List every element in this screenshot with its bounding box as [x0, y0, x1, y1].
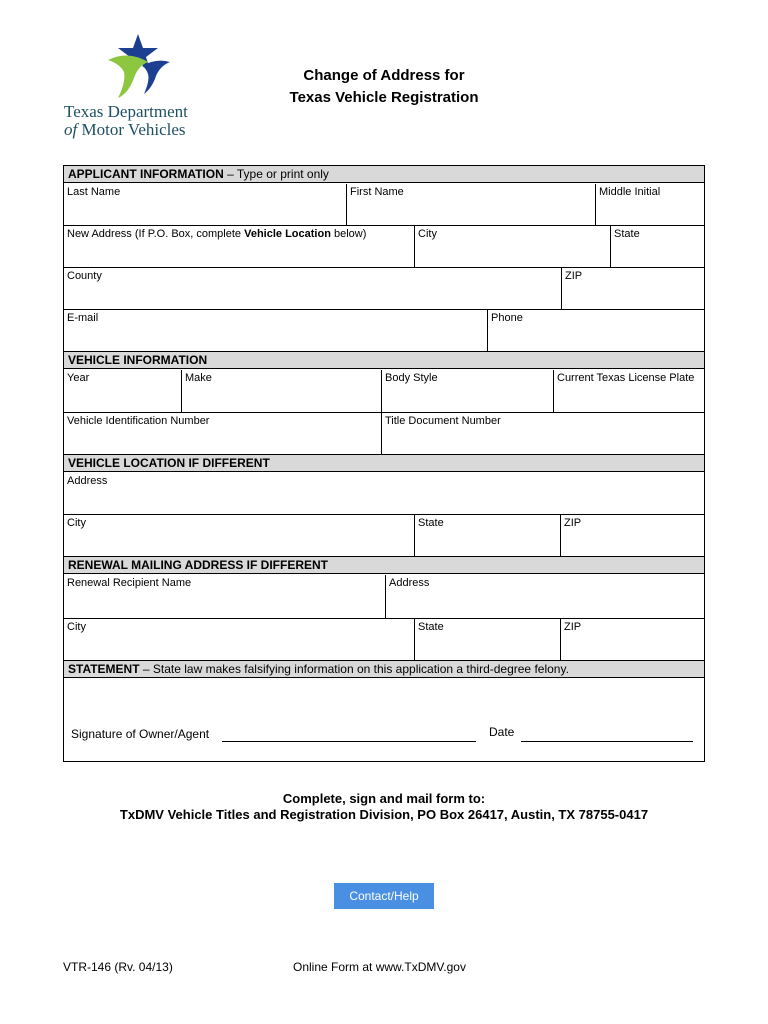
phone-label: Phone — [491, 312, 523, 324]
logo-text-of: of — [64, 120, 78, 139]
txdmv-logo — [60, 32, 210, 142]
applicant-section-header — [64, 166, 704, 183]
applicant-zip-field[interactable] — [562, 268, 704, 310]
application-form — [63, 165, 705, 762]
title-document-field[interactable] — [382, 413, 704, 455]
vehicle-header-title: VEHICLE INFORMATION — [68, 353, 208, 367]
applicant-zip-label: ZIP — [565, 270, 583, 282]
make-field[interactable] — [182, 370, 382, 413]
vin-label: Vehicle Identification Number — [67, 415, 210, 427]
location-state-field[interactable] — [415, 515, 561, 557]
first-name-label: First Name — [350, 186, 404, 198]
logo-text-motor-vehicles: Motor Vehicles — [77, 120, 186, 139]
renewal-zip-field[interactable] — [561, 619, 704, 661]
location-zip-label: ZIP — [564, 517, 582, 529]
location-address-field[interactable] — [64, 473, 704, 515]
location-address-label: Address — [67, 475, 108, 487]
renewal-city-field[interactable] — [64, 619, 415, 661]
new-address-field[interactable] — [64, 226, 415, 268]
year-field[interactable] — [64, 370, 182, 413]
year-label: Year — [67, 372, 90, 384]
applicant-header-title: APPLICANT INFORMATION — [68, 167, 224, 181]
mail-instruction: Complete, sign and mail form to: — [282, 791, 486, 806]
applicant-city-field[interactable] — [415, 226, 611, 268]
online-form-link: Online Form at www.TxDMV.gov — [293, 960, 466, 974]
renewal-zip-label: ZIP — [564, 621, 582, 633]
location-zip-field[interactable] — [561, 515, 704, 557]
make-label: Make — [185, 372, 212, 384]
middle-initial-label: Middle Initial — [599, 186, 661, 198]
last-name-field[interactable] — [64, 184, 347, 226]
logo-text-line1: Texas Department — [64, 102, 188, 121]
vehicle-section-header — [64, 352, 704, 369]
form-id: VTR-146 (Rv. 04/13) — [63, 960, 173, 974]
renewal-city-label: City — [67, 621, 86, 633]
license-plate-field[interactable] — [554, 370, 704, 413]
applicant-header-note: – Type or print only — [223, 167, 329, 181]
vin-field[interactable] — [64, 413, 382, 455]
renewal-recipient-field[interactable] — [64, 575, 386, 619]
new-address-label-bold: Vehicle Location — [244, 228, 331, 240]
renewal-recipient-label: Renewal Recipient Name — [67, 577, 192, 589]
renewal-address-label: Address — [389, 577, 430, 589]
statement-text: – State law makes falsifying information on this application a third-degree felony. — [139, 662, 569, 676]
date-label: Date — [489, 725, 515, 739]
renewal-state-field[interactable] — [415, 619, 561, 661]
location-city-field[interactable] — [64, 515, 415, 557]
date-line[interactable] — [521, 741, 693, 742]
county-field[interactable] — [64, 268, 562, 310]
document-title-line1: Change of Address for — [303, 67, 465, 84]
email-field[interactable] — [64, 310, 488, 352]
last-name-label: Last Name — [67, 186, 121, 198]
logo-text-line2 — [64, 120, 186, 140]
new-address-label-suffix: below) — [330, 228, 367, 240]
location-section-header — [64, 455, 704, 472]
applicant-city-label: City — [418, 228, 437, 240]
body-style-field[interactable] — [382, 370, 554, 413]
statement-header-title: STATEMENT — [68, 662, 140, 676]
statement-section-header — [64, 661, 704, 678]
middle-initial-field[interactable] — [596, 184, 704, 226]
county-label: County — [67, 270, 102, 282]
signature-label: Signature of Owner/Agent — [71, 727, 210, 741]
renewal-state-label: State — [418, 621, 444, 633]
license-plate-label: Current Texas License Plate — [557, 372, 695, 384]
mail-address: TxDMV Vehicle Titles and Registration Division, PO Box 26417, Austin, TX 78755-0417 — [119, 807, 649, 822]
applicant-state-label: State — [614, 228, 640, 240]
renewal-header-title: RENEWAL MAILING ADDRESS IF DIFFERENT — [68, 558, 329, 572]
phone-field[interactable] — [488, 310, 704, 352]
location-header-title: VEHICLE LOCATION IF DIFFERENT — [68, 456, 270, 470]
document-title-line2: Texas Vehicle Registration — [289, 89, 479, 106]
location-state-label: State — [418, 517, 444, 529]
applicant-state-field[interactable] — [611, 226, 704, 268]
contact-help-button[interactable]: Contact/Help — [334, 883, 434, 909]
location-city-label: City — [67, 517, 86, 529]
email-label: E-mail — [67, 312, 99, 324]
star-logo-icon — [98, 32, 178, 100]
renewal-address-field[interactable] — [386, 575, 704, 619]
new-address-label-prefix: New Address (If P.O. Box, complete — [67, 228, 245, 240]
title-document-label: Title Document Number — [385, 415, 501, 427]
body-style-label: Body Style — [385, 372, 438, 384]
first-name-field[interactable] — [347, 184, 596, 226]
signature-line[interactable] — [222, 741, 476, 742]
renewal-section-header — [64, 557, 704, 574]
